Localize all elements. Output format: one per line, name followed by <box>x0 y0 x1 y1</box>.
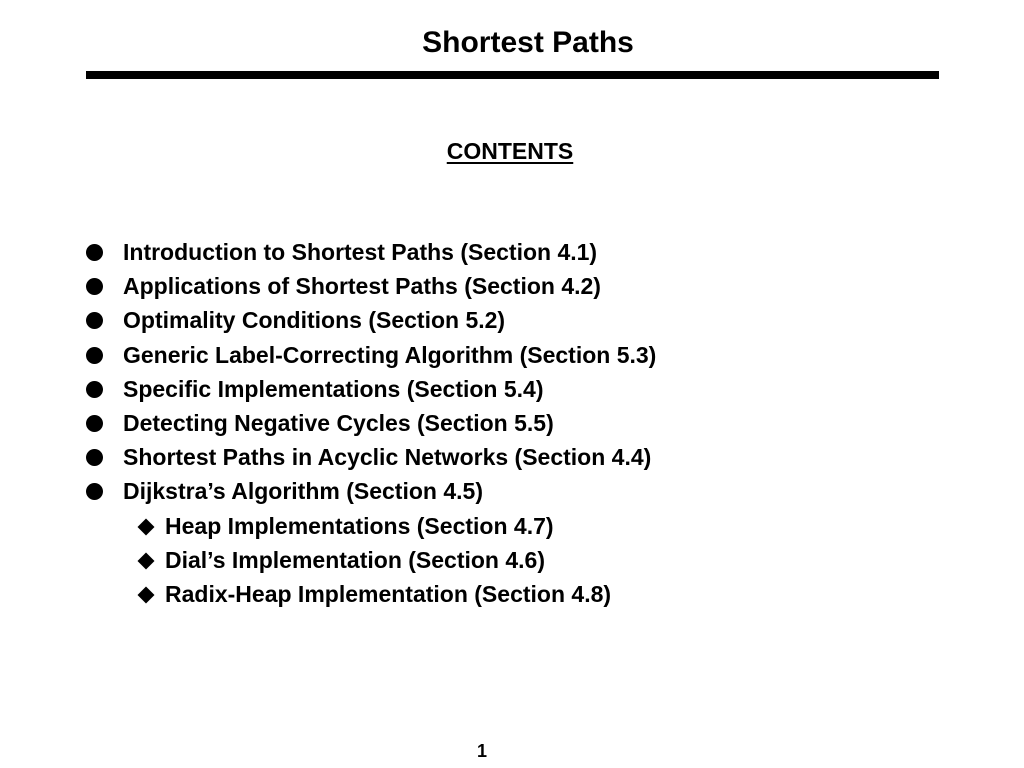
filled-diamond-bullet-icon <box>138 586 155 603</box>
toc-subitem <box>86 577 946 611</box>
slide-title: Shortest Paths <box>422 26 634 59</box>
toc-item-label: Introduction to Shortest Paths (Section 4.1) <box>123 239 598 265</box>
contents-heading <box>0 136 1020 166</box>
toc-subitem-label: Dial’s Implementation (Section 4.6) <box>165 546 546 573</box>
title-underline-rule <box>86 71 939 79</box>
toc-item-label: Shortest Paths in Acyclic Networks (Section 4.4) <box>123 444 652 471</box>
filled-diamond-bullet-icon <box>138 552 155 569</box>
table-of-contents <box>86 235 946 611</box>
toc-item <box>86 440 946 474</box>
contents-heading-text: CONTENTS <box>446 138 574 164</box>
toc-item-label: Detecting Negative Cycles (Section 5.5) <box>123 409 554 436</box>
toc-item-label: Dijkstra’s Algorithm (Section 4.5) <box>123 478 483 505</box>
filled-circle-bullet-icon <box>86 381 103 398</box>
toc-item <box>86 303 946 337</box>
filled-circle-bullet-icon <box>86 449 103 466</box>
toc-item-label: Generic Label-Correcting Algorithm (Section 5.3) <box>123 341 657 368</box>
toc-item <box>86 372 946 406</box>
toc-subitem <box>86 543 946 577</box>
toc-item-label: Optimality Conditions (Section 5.2) <box>123 307 506 334</box>
filled-circle-bullet-icon <box>86 244 103 261</box>
toc-subitem-label: Radix-Heap Implementation (Section 4.8) <box>165 580 612 607</box>
toc-subitem-label: Heap Implementations (Section 4.7) <box>165 512 554 539</box>
filled-diamond-bullet-icon <box>138 518 155 535</box>
filled-circle-bullet-icon <box>86 483 103 500</box>
toc-item-label: Specific Implementations (Section 5.4) <box>123 375 544 402</box>
toc-item <box>86 474 946 508</box>
toc-item <box>86 406 946 440</box>
filled-circle-bullet-icon <box>86 278 103 295</box>
filled-circle-bullet-icon <box>86 347 103 364</box>
toc-item <box>86 269 946 303</box>
filled-circle-bullet-icon <box>86 312 103 329</box>
toc-item <box>86 235 946 269</box>
toc-item <box>86 338 946 372</box>
toc-item-label: Applications of Shortest Paths (Section 4.2) <box>123 273 601 300</box>
toc-subitem <box>86 509 946 543</box>
page-number: 1 <box>476 741 487 761</box>
filled-circle-bullet-icon <box>86 415 103 432</box>
